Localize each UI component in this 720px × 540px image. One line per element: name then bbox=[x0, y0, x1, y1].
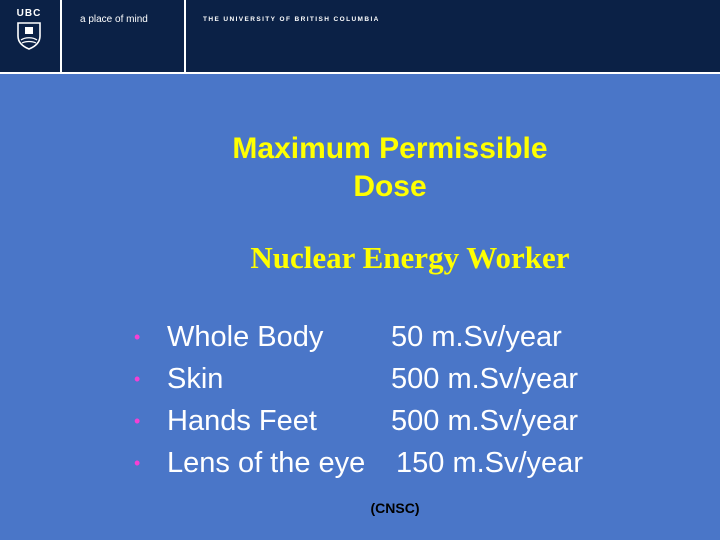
title-line-2: Dose bbox=[353, 170, 427, 203]
item-label: Lens of the eye bbox=[167, 447, 366, 479]
tagline: a place of mind bbox=[80, 14, 148, 25]
tagline-panel bbox=[62, 0, 186, 72]
bullet-icon: • bbox=[134, 453, 141, 473]
item-label: Whole Body bbox=[167, 321, 324, 353]
slide-subtitle: Nuclear Energy Worker bbox=[250, 240, 570, 275]
logo-text: UBC bbox=[16, 8, 42, 19]
item-value: 50 m.Sv/year bbox=[391, 321, 562, 353]
item-value: 150 m.Sv/year bbox=[396, 447, 583, 479]
header-bar bbox=[0, 0, 720, 74]
item-label: Skin bbox=[167, 363, 224, 395]
slide-title bbox=[190, 130, 590, 206]
ubc-logo bbox=[0, 0, 62, 72]
bullet-icon: • bbox=[134, 369, 141, 389]
crest-icon bbox=[17, 22, 41, 50]
source-citation: (CNSC) bbox=[370, 500, 420, 516]
title-line-1: Maximum Permissible bbox=[232, 132, 548, 165]
item-value: 500 m.Sv/year bbox=[391, 363, 578, 395]
university-name: THE UNIVERSITY OF BRITISH COLUMBIA bbox=[203, 16, 380, 23]
item-label: Hands Feet bbox=[167, 405, 317, 437]
item-value: 500 m.Sv/year bbox=[391, 405, 578, 437]
bullet-icon: • bbox=[134, 327, 141, 347]
bullet-icon: • bbox=[134, 411, 141, 431]
